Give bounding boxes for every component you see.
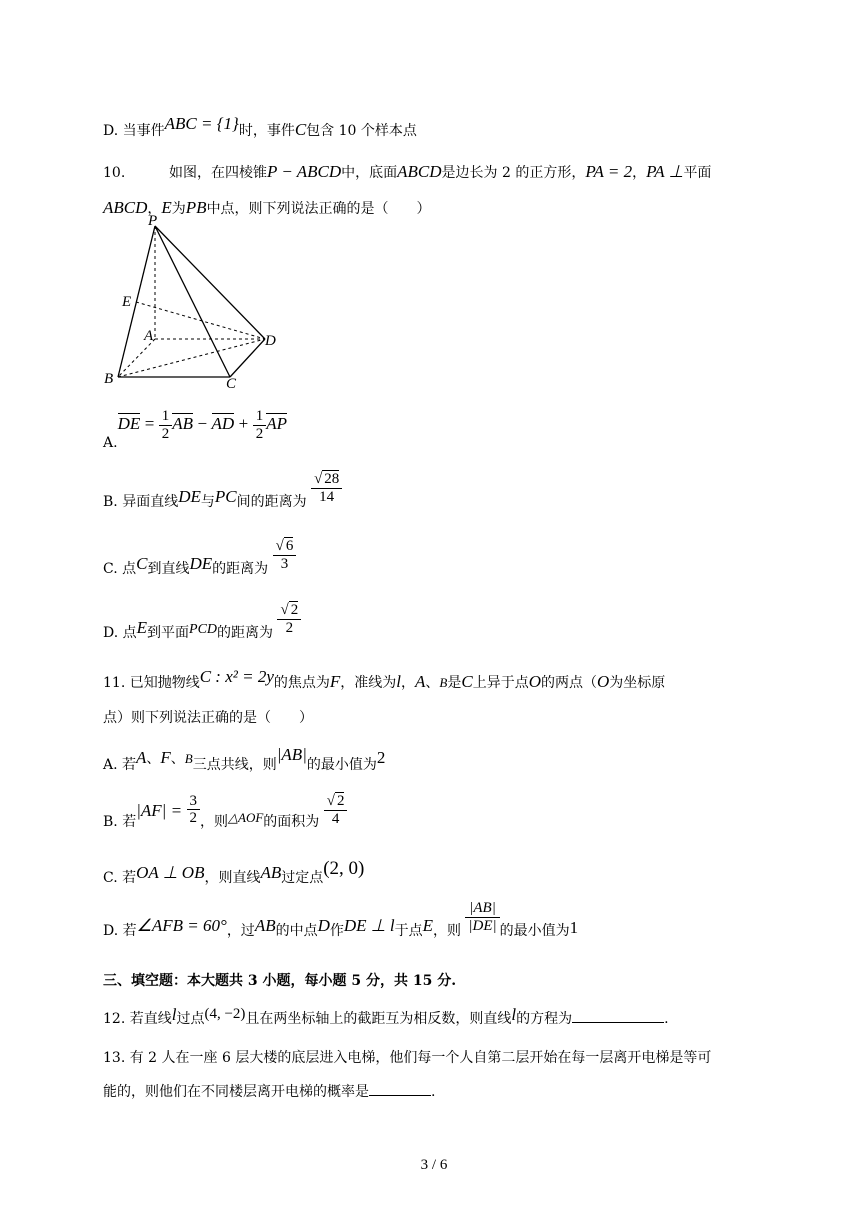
- section-heading: 三、填空题：本大题共 3 小题，每小题 5 分，共 15 分.: [103, 973, 457, 989]
- q11-stem1f: 是: [447, 675, 462, 691]
- q11-stem1-m8: O: [596, 672, 610, 691]
- q10-d-text3: 的距离为: [217, 624, 274, 641]
- q11-a-label: A.: [103, 757, 118, 773]
- q11-b-text1: 若: [122, 813, 137, 830]
- q9-d-math: ABC = {1}: [164, 114, 239, 133]
- q11-option-d: [103, 900, 579, 939]
- q10-d-m1: E: [136, 617, 148, 637]
- q11-d-val: 1: [569, 918, 579, 937]
- q10-a-vec-ad: AD: [211, 414, 235, 433]
- q11-b-frac1-top: 3: [187, 793, 201, 811]
- edge-bd: [118, 339, 265, 377]
- q13-text1: 有 2 人在一座 6 层大楼的底层进入电梯，他们每一个人自第二层开始在每一层离开电梯是等可: [129, 1050, 712, 1066]
- page-number: 3 / 6: [420, 1157, 448, 1173]
- q10-b-text1: 异面直线: [122, 493, 179, 510]
- q10-stem1-math1: P − ABCD: [267, 162, 342, 181]
- q11-b-frac2-top: √ 2: [324, 792, 348, 811]
- q10-d-m2: PCD: [189, 621, 218, 637]
- q10-a-frac1-bot: 2: [161, 425, 170, 442]
- q11-c-text2: ，则直线: [204, 870, 261, 886]
- q11-d-text6: ，则: [432, 923, 461, 939]
- edge-pc: [155, 226, 230, 377]
- q10-a-vec-ap: AP: [266, 414, 287, 433]
- q11-c-label: C.: [103, 870, 118, 886]
- q10-stem2b: 为: [171, 201, 186, 217]
- q10-c-text1: 点: [122, 560, 137, 577]
- q11-a-val: 2: [376, 748, 386, 767]
- q10-a-frac2-bot: 2: [255, 425, 264, 442]
- q10-stem-line1: [103, 162, 711, 182]
- q11-d-frac: [465, 900, 499, 934]
- q11-stem1-m5: B: [439, 675, 448, 690]
- q11-b-m1: |AF| =: [136, 800, 183, 820]
- q11-stem1h: 的两点（: [540, 675, 597, 691]
- q10-stem1d: ，: [632, 165, 647, 181]
- q10-a-frac2-top: 1: [253, 408, 267, 426]
- q10-c-frac: [273, 537, 297, 572]
- q11-c-m3: (2, 0): [323, 858, 365, 879]
- q10-c-m2: DE: [189, 553, 213, 573]
- q9-d-text3: 包含 10 个样本点: [306, 123, 417, 139]
- label-a: A: [144, 328, 154, 344]
- q11-b-text2: ，则: [200, 813, 228, 830]
- q10-option-b: [103, 470, 342, 510]
- q10-stem1-math3: PA = 2: [585, 162, 633, 181]
- q11-option-a: [103, 745, 386, 773]
- q10-c-m1: C: [136, 553, 148, 573]
- q12-text3: 且在两坐标轴上的截距互为相反数，则直线: [245, 1011, 512, 1027]
- q10-b-label: B.: [103, 493, 118, 510]
- q10-b-m1: DE: [178, 486, 201, 506]
- q11-b-label: B.: [103, 813, 118, 830]
- q10-stem1b: 中，底面: [341, 165, 398, 181]
- q11-a-m4: |AB|: [276, 745, 307, 764]
- q11-stem1a: 已知抛物线: [129, 675, 200, 691]
- q12-m1: l: [171, 1005, 177, 1024]
- q11-stem-line1: [103, 667, 666, 692]
- q12-text4: 的方程为: [516, 1011, 573, 1027]
- q11-b-frac2-top-val: 2: [336, 793, 345, 809]
- q11-b-frac2-bot: 4: [331, 810, 340, 827]
- q10-d-frac-top-val: 2: [290, 602, 299, 618]
- q10-stem1-math4: PA ⊥: [646, 162, 684, 181]
- q10-stem2-math2: E: [161, 198, 172, 217]
- q11-stem1g: 上异于点: [472, 675, 529, 691]
- q11-stem1-m7: O: [528, 672, 541, 691]
- q10-b-frac-bot: 14: [319, 488, 335, 505]
- q11-c-text3: 过定点: [281, 870, 324, 886]
- q13-line1: [103, 1047, 711, 1067]
- q11-a-m2: F: [160, 748, 171, 767]
- q11-d-text2: ，过: [226, 923, 255, 939]
- pyramid-figure: [100, 212, 290, 392]
- q9-d-c: C: [294, 120, 307, 139]
- q11-d-text7: 的最小值为: [499, 923, 570, 939]
- q10-a-plus: +: [238, 414, 249, 433]
- q13-text2: 能的，则他们在不同楼层离开电梯的概率是: [103, 1084, 369, 1100]
- q11-option-b: [103, 792, 347, 830]
- q11-d-m2: AB: [254, 916, 276, 935]
- edge-cd: [230, 339, 265, 377]
- q10-a-eq: =: [144, 414, 155, 433]
- q11-d-frac-bot: |DE|: [468, 917, 497, 934]
- q11-d-m4: DE ⊥ l: [343, 916, 395, 935]
- label-b: B: [104, 371, 114, 387]
- label-p: P: [148, 213, 158, 229]
- q13-number: 13.: [103, 1050, 126, 1066]
- q12-number: 12.: [103, 1011, 126, 1027]
- q10-c-frac-bot: 3: [280, 555, 289, 572]
- q11-d-m1: ∠AFB = 60°: [136, 916, 227, 935]
- q11-stem1d: ，: [401, 675, 416, 691]
- q11-stem1i: 为坐标原: [609, 675, 666, 691]
- q10-stem2-math3: PB: [185, 198, 207, 217]
- q11-a-text3: 的最小值为: [306, 757, 377, 773]
- q11-b-m2: △AOF: [228, 809, 264, 825]
- q12-m3: l: [511, 1005, 517, 1024]
- q10-d-frac-bot: 2: [285, 619, 294, 636]
- q11-a-s1: 、: [146, 751, 161, 767]
- q11-b-text3: 的面积为: [263, 813, 320, 830]
- label-c: C: [226, 376, 237, 392]
- q10-d-text1: 点: [122, 624, 137, 641]
- q10-option-a: [103, 408, 287, 451]
- q10-b-m2: PC: [214, 486, 237, 506]
- q11-d-label: D.: [103, 923, 119, 939]
- q10-c-frac-top-val: 6: [285, 538, 294, 554]
- q10-stem1e: 平面: [683, 165, 712, 181]
- q10-b-frac-top: √ 28: [311, 470, 342, 489]
- q10-stem1c: 是边长为 2 的正方形，: [441, 165, 586, 181]
- q11-stem-line2: [103, 707, 313, 727]
- q11-stem1-m1: C : x² = 2y: [199, 667, 274, 686]
- q9-d-text1: 当事件: [122, 123, 165, 139]
- q12-end: .: [664, 1011, 669, 1027]
- q10-number: 10.: [103, 165, 126, 181]
- q10-d-label: D.: [103, 624, 119, 641]
- edge-pd: [155, 226, 265, 339]
- q10-a-vec-de: DE: [117, 414, 141, 433]
- q10-stem2-math1: ABCD: [103, 198, 148, 217]
- q11-stem1b: 的焦点为: [273, 675, 330, 691]
- q13-line2: [103, 1081, 435, 1101]
- q11-d-m5: E: [422, 916, 433, 935]
- q10-b-frac-top-val: 28: [324, 471, 340, 487]
- q12-m2: (4, −2): [204, 1006, 246, 1022]
- edge-ab: [118, 339, 155, 377]
- q10-a-vec-ab: AB: [172, 414, 194, 433]
- q10-a-label: A.: [103, 435, 118, 451]
- q10-b-frac: [311, 470, 342, 505]
- label-e: E: [122, 294, 132, 310]
- q11-stem1c: ，准线为: [340, 675, 397, 691]
- q11-a-text1: 若: [122, 757, 137, 773]
- q11-d-text3: 的中点: [275, 923, 318, 939]
- q11-a-text2: 三点共线，则: [192, 757, 277, 773]
- q13-answer-blank[interactable]: [369, 1095, 431, 1096]
- q10-a-frac2: [253, 408, 267, 442]
- q10-c-frac-top: √ 6: [273, 537, 297, 556]
- q10-d-frac: [277, 601, 301, 636]
- q11-stem1-m6: C: [461, 672, 473, 691]
- q10-a-frac1-top: 1: [159, 408, 173, 426]
- q12-answer-blank[interactable]: [572, 1022, 664, 1023]
- q11-a-s2: 、: [170, 751, 185, 767]
- q10-a-minus: −: [197, 414, 208, 433]
- q11-stem2: 点）则下列说法正确的是（ ）: [103, 710, 313, 726]
- q12-text2: 过点: [176, 1011, 205, 1027]
- q11-b-frac1: [187, 793, 201, 827]
- q12: [103, 1005, 669, 1028]
- q10-stem1a: 如图，在四棱锥: [169, 165, 267, 181]
- q11-c-m2: AB: [260, 863, 282, 882]
- q11-b-frac2: [324, 792, 348, 827]
- q11-stem1-m3: l: [396, 672, 402, 691]
- q11-option-c: [103, 858, 365, 886]
- q10-d-text2: 到平面: [147, 624, 190, 641]
- q10-option-c: [103, 537, 296, 577]
- q10-a-frac1: [159, 408, 173, 442]
- q11-stem1-m4: A: [415, 672, 426, 691]
- q11-d-text5: 于点: [394, 923, 423, 939]
- q9-option-d: [103, 114, 417, 140]
- q10-stem1-math2: ABCD: [397, 162, 442, 181]
- q11-d-frac-top: |AB|: [465, 900, 499, 918]
- q11-d-text1: 若: [122, 923, 137, 939]
- q11-d-m3: D: [317, 916, 330, 935]
- q11-number: 11.: [103, 675, 126, 691]
- q10-d-frac-top: √ 2: [277, 601, 301, 620]
- q10-stem2c: 中点，则下列说法正确的是（ ）: [206, 201, 431, 217]
- q11-stem1-m2: F: [329, 672, 341, 691]
- q11-c-m1: OA ⊥ OB: [136, 863, 205, 882]
- q11-b-frac1-bot: 2: [189, 810, 197, 826]
- edge-ed: [136, 302, 265, 339]
- q10-b-text3: 间的距离为: [236, 493, 307, 510]
- q11-a-m1: A: [136, 748, 147, 767]
- q11-d-text4: 作: [329, 923, 344, 939]
- pyramid-hidden-edges: [118, 226, 265, 377]
- q9-d-label: D.: [103, 123, 119, 139]
- q13-end: .: [431, 1084, 436, 1100]
- q9-d-text2: 时，事件: [238, 123, 295, 139]
- q10-c-label: C.: [103, 560, 118, 577]
- q10-c-text3: 的距离为: [212, 560, 269, 577]
- pyramid-solid-edges: [118, 226, 265, 377]
- label-d: D: [265, 333, 276, 349]
- q10-c-text2: 到直线: [147, 560, 190, 577]
- q11-stem1e: 、: [425, 675, 440, 691]
- q10-stem2a: ，: [147, 201, 162, 217]
- q10-b-text2: 与: [200, 493, 215, 510]
- q12-text1: 若直线: [129, 1011, 172, 1027]
- q11-c-text1: 若: [122, 870, 137, 886]
- q11-a-m3: B: [184, 751, 193, 766]
- q10-option-d: [103, 601, 301, 641]
